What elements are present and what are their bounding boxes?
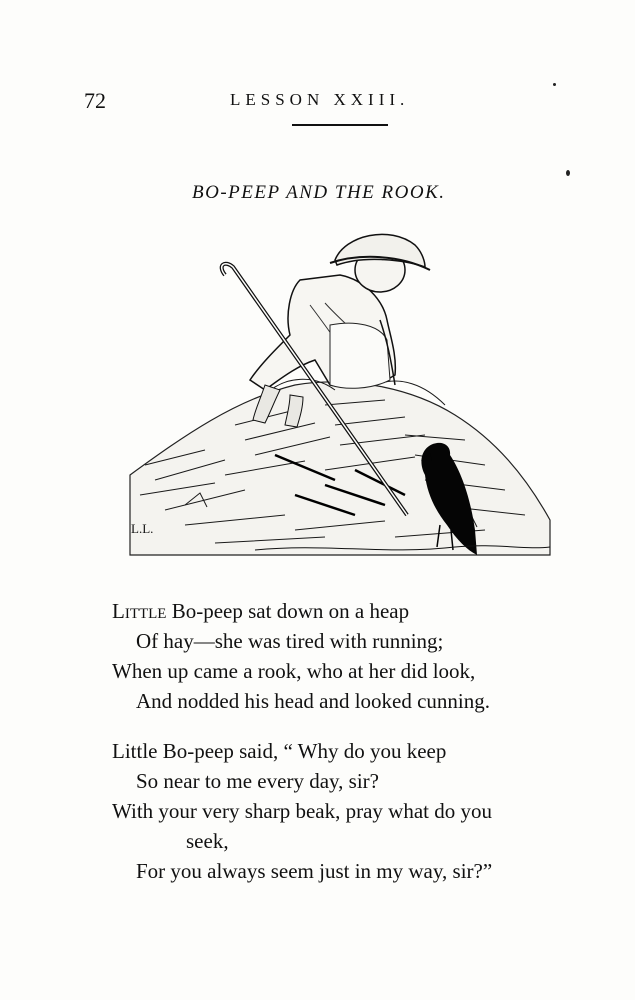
bo-peep-rook-illustration bbox=[125, 225, 555, 575]
stanza-1-line-4: And nodded his head and looked cunning. bbox=[136, 689, 491, 713]
line-text: Bo-peep sat down on a heap bbox=[166, 599, 410, 623]
dropcap-word: Little bbox=[112, 599, 167, 623]
stanza-2-line-2: So near to me every day, sir? bbox=[136, 769, 379, 793]
ink-speck bbox=[566, 170, 570, 176]
stanza-2-line-3: With your very sharp beak, pray what do you bbox=[112, 799, 492, 823]
ink-speck bbox=[553, 83, 556, 86]
stanza-2-line-4: For you always seem just in my way, sir?” bbox=[136, 859, 493, 883]
stanza-1-line-1 bbox=[112, 596, 612, 626]
stanza-2-line-1: Little Bo-peep said, “ Why do you keep bbox=[112, 739, 447, 763]
title-rule bbox=[292, 124, 388, 126]
lesson-title: LESSON XXIII. bbox=[230, 90, 410, 109]
stanza-1-line-3: When up came a rook, who at her did look, bbox=[112, 659, 476, 683]
stanza-2 bbox=[112, 736, 612, 886]
stanza-1-line-2: Of hay—she was tired with running; bbox=[136, 629, 444, 653]
poem-body bbox=[112, 596, 612, 906]
poem-title: BO-PEEP AND THE ROOK. bbox=[192, 182, 446, 203]
illustration-signature: L.L. bbox=[131, 521, 154, 536]
stanza-2-line-3b: seek, bbox=[186, 829, 229, 853]
page-number: 72 bbox=[84, 88, 106, 113]
stanza-1 bbox=[112, 596, 612, 716]
